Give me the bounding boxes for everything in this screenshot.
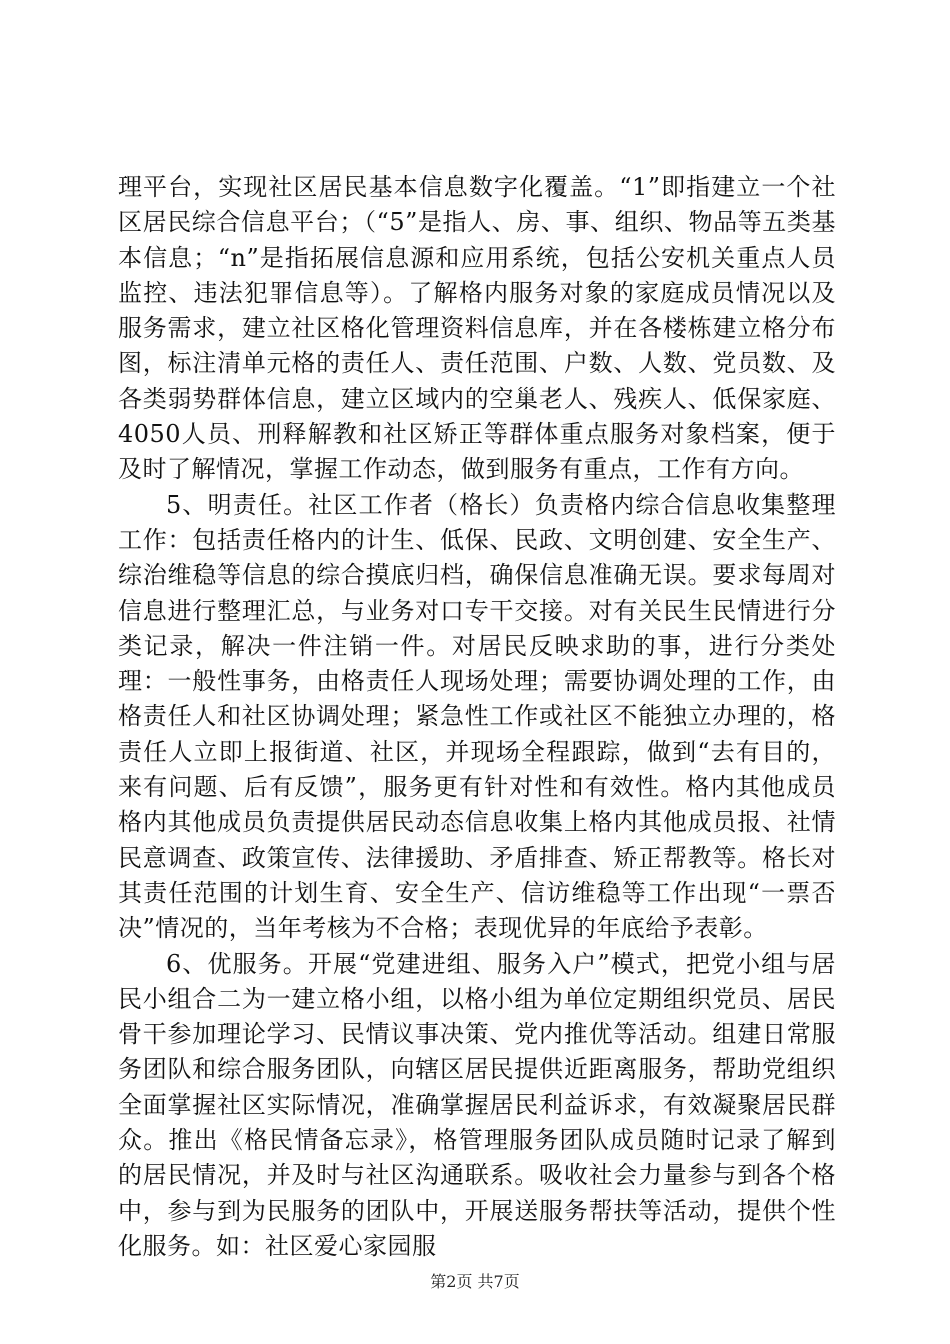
paragraph-section-6: 6、优服务。开展“党建进组、服务入户”模式，把党小组与居民小组合二为一建立格小组，以格小组为单位定期组织党员、居民骨干参加理论学习、民情议事决策、党内推优等活动。组建日常服务团队和综合服务团队，向辖区居民提供近距离服务，帮助党组织全面掌握社区实际情况，准确掌握居民利益诉求，有效凝聚居民群众。推出《格民情备忘录》，格管理服务团队成员随时记录了解到的居民情况，并及时与社区沟通联系。吸收社会力量参与到各个格中，参与到为民服务的团队中，开展送服务帮扶等活动，提供个性化服务。如：社区爱心家园服 xyxy=(118,949,836,1260)
paragraph-intro: 理平台，实现社区居民基本信息数字化覆盖。“1”即指建立一个社区居民综合信息平台；（“5”是指人、房、事、组织、物品等五类基本信息；“n”是指拓展信息源和应用系统，包括公安机关重点人员监控、违法犯罪信息等）。了解格内服务对象的家庭成员情况以及服务需求，建立社区格化管理资料信息库，并在各楼栋建立格分布图，标注清单元格的责任人、责任范围、户数、人数、党员数、及各类弱势群体信息，建立区域内的空巢老人、残疾人、低保家庭、4050人员、刑释解教和社区矫正等群体重点服务对象档案，便于及时了解情况，掌握工作动态，做到服务有重点，工作有方向。 xyxy=(118,173,836,484)
page-footer: 第2页 共7页 xyxy=(430,1272,520,1291)
document-body xyxy=(118,170,836,1264)
paragraph-section-5: 5、明责任。社区工作者（格长）负责格内综合信息收集整理工作：包括责任格内的计生、低保、民政、文明创建、安全生产、综治维稳等信息的综合摸底归档，确保信息准确无误。要求每周对信息进行整理汇总，与业务对口专干交接。对有关民生民情进行分类记录，解决一件注销一件。对居民反映求助的事，进行分类处理：一般性事务，由格责任人现场处理；需要协调处理的工作，由格责任人和社区协调处理；紧急性工作或社区不能独立办理的，格责任人立即上报街道、社区，并现场全程跟踪，做到“去有目的，来有问题、后有反馈”，服务更有针对性和有效性。格内其他成员格内其他成员负责提供居民动态信息收集上格内其他成员报、社情民意调查、政策宣传、法律援助、矛盾排查、矫正帮教等。格长对其责任范围的计划生育、安全生产、信访维稳等工作出现“一票否决”情况的，当年考核为不合格；表现优异的年底给予表彰。 xyxy=(118,490,836,943)
